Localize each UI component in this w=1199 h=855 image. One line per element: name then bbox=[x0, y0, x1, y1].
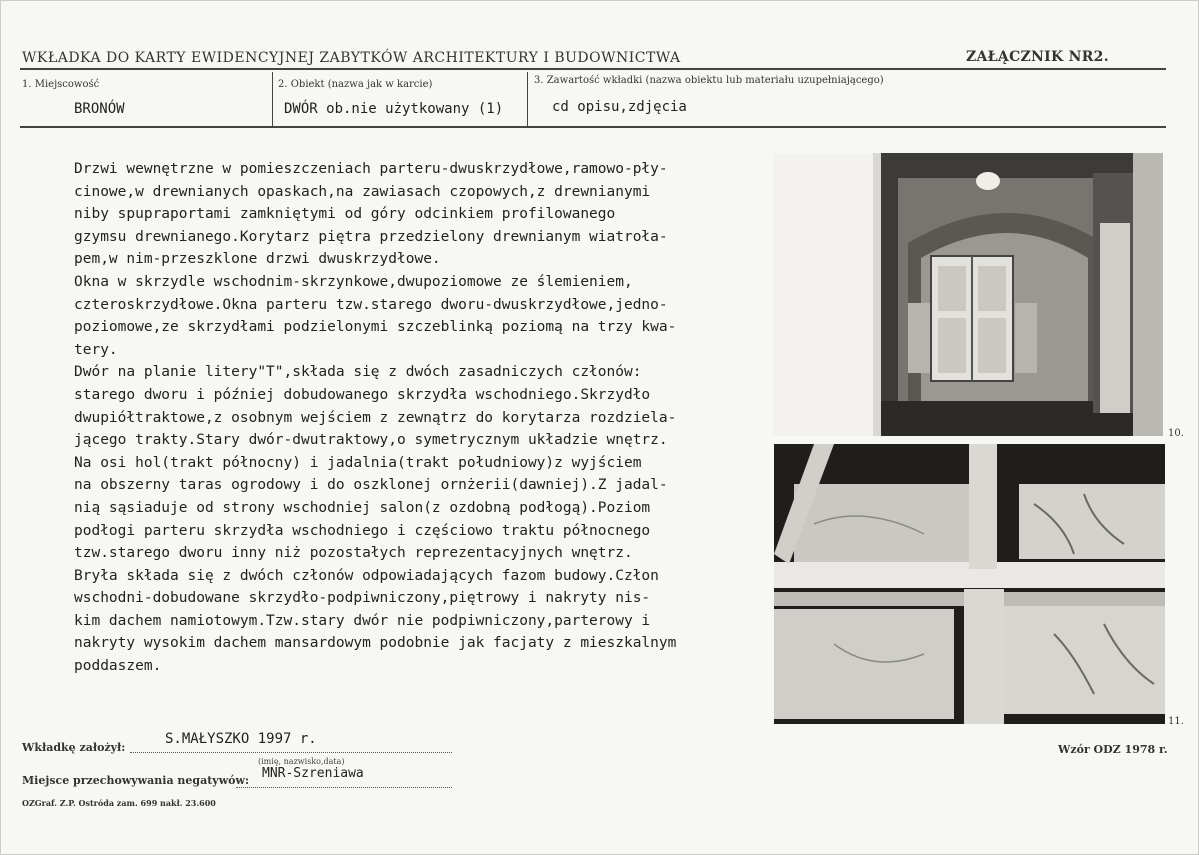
description-text bbox=[74, 158, 784, 678]
locality-value: BRONÓW bbox=[74, 101, 125, 117]
description-line: Drzwi wewnętrzne w pomieszczeniach parteru-dwuskrzydłowe,ramowo-pły- bbox=[74, 161, 668, 177]
description-line: dwupiółtraktowe,z osobnym wejściem z zewnątrz do korytarza rozdziela- bbox=[74, 409, 677, 426]
description-line: Na osi hol(trakt północny) i jadalnia(trakt południowy)z wyjściem bbox=[74, 454, 642, 471]
object-value: DWÓR ob.nie użytkowany (1) bbox=[284, 101, 504, 117]
photo2-number: 11. bbox=[1168, 716, 1184, 727]
photo-window bbox=[774, 444, 1165, 724]
inserted-by-line bbox=[130, 752, 452, 753]
description-line: poddaszem. bbox=[74, 658, 162, 675]
description-line: podłogi parteru skrzydła wschodniego i częściowo traktu północnego bbox=[74, 522, 651, 539]
form-title: WKŁADKA DO KARTY EWIDENCYJNEJ ZABYTKÓW ARCHITEKTURY I BUDOWNICTWA bbox=[22, 50, 681, 66]
description-line: czteroskrzydłowe.Okna parteru tzw.starego dworu-dwuskrzydłowe,jedno- bbox=[74, 296, 668, 313]
locality-label: 1. Miejscowość bbox=[22, 79, 100, 90]
description-line: tzw.starego dworu inny niż pozostałych reprezentacyjnych wnętrz. bbox=[74, 545, 633, 562]
printer-note: OZGraf. Z.P. Ostróda zam. 699 nakł. 23.600 bbox=[22, 798, 216, 808]
inserted-by-value: S.MAŁYSZKO 1997 r. bbox=[165, 731, 317, 747]
description-line: gzymsu drewnianego.Korytarz piętra przedzielony drewnianym wiatroła- bbox=[74, 228, 668, 245]
description-line: tery. bbox=[74, 341, 118, 358]
object-label: 2. Obiekt (nazwa jak w karcie) bbox=[278, 79, 433, 90]
contents-label: 3. Zawartość wkładki (nazwa obiektu lub materiału uzupełniającego) bbox=[534, 75, 884, 86]
description-line: poziomowe,ze skrzydłami podzielonymi szczeblinką poziomą na trzy kwa- bbox=[74, 319, 677, 336]
negatives-value: MNR-Szreniawa bbox=[262, 766, 364, 781]
field-divider-1 bbox=[272, 72, 273, 128]
field-divider-2 bbox=[527, 72, 528, 128]
description-line: starego dworu i później dobudowanego skrzydła wschodniego.Skrzydło bbox=[74, 386, 651, 403]
contents-value: cd opisu,zdjęcia bbox=[552, 99, 687, 115]
inserted-by-label: Wkładkę założył: bbox=[22, 741, 126, 754]
description-line: wschodni-dobudowane skrzydło-podpiwniczony,piętrowy i nakryty nis- bbox=[74, 590, 651, 607]
description-line: nią sąsiaduje od strony wschodniej salon(z ozdobną podłogą).Poziom bbox=[74, 499, 651, 516]
header-rule-top bbox=[20, 68, 1166, 70]
description-line: Okna w skrzydle wschodnim-skrzynkowe,dwupoziomowe ze ślemieniem, bbox=[74, 273, 633, 290]
description-line: jącego trakty.Stary dwór-dwutraktowy,o symetrycznym układzie wnętrz. bbox=[74, 432, 668, 449]
form-version: Wzór ODZ 1978 r. bbox=[1058, 743, 1168, 756]
negatives-line bbox=[236, 787, 452, 788]
description-line: nakryty wysokim dachem mansardowym podobnie jak facjaty z mieszkalnym bbox=[74, 635, 677, 652]
photo1-number: 10. bbox=[1168, 428, 1184, 439]
photo-corridor bbox=[773, 153, 1163, 436]
description-line: Bryła składa się z dwóch członów odpowiadających fazom budowy.Człon bbox=[74, 567, 659, 584]
header-rule-bottom bbox=[20, 126, 1166, 128]
description-line: Dwór na planie litery"T",składa się z dwóch zasadniczych członów: bbox=[74, 364, 642, 381]
description-line: niby spupraportami zamkniętymi od góry odcinkiem profilowanego bbox=[74, 206, 616, 223]
inserted-by-hint: (imię, nazwisko,data) bbox=[258, 757, 345, 766]
description-line: pem,w nim-przeszklone drzwi dwuskrzydłowe. bbox=[74, 251, 441, 268]
description-line: cinowe,w drewnianych opaskach,na zawiasach czopowych,z drewnianymi bbox=[74, 183, 651, 200]
attachment-number: ZAŁĄCZNIK NR2. bbox=[966, 49, 1109, 65]
negatives-label: Miejsce przechowywania negatywów: bbox=[22, 774, 250, 787]
description-line: na obszerny taras ogrodowy i do oszklonej ornżerii(dawniej).Z jadal- bbox=[74, 477, 668, 494]
description-line: kim dachem namiotowym.Tzw.stary dwór nie podpiwniczony,parterowy i bbox=[74, 612, 651, 629]
